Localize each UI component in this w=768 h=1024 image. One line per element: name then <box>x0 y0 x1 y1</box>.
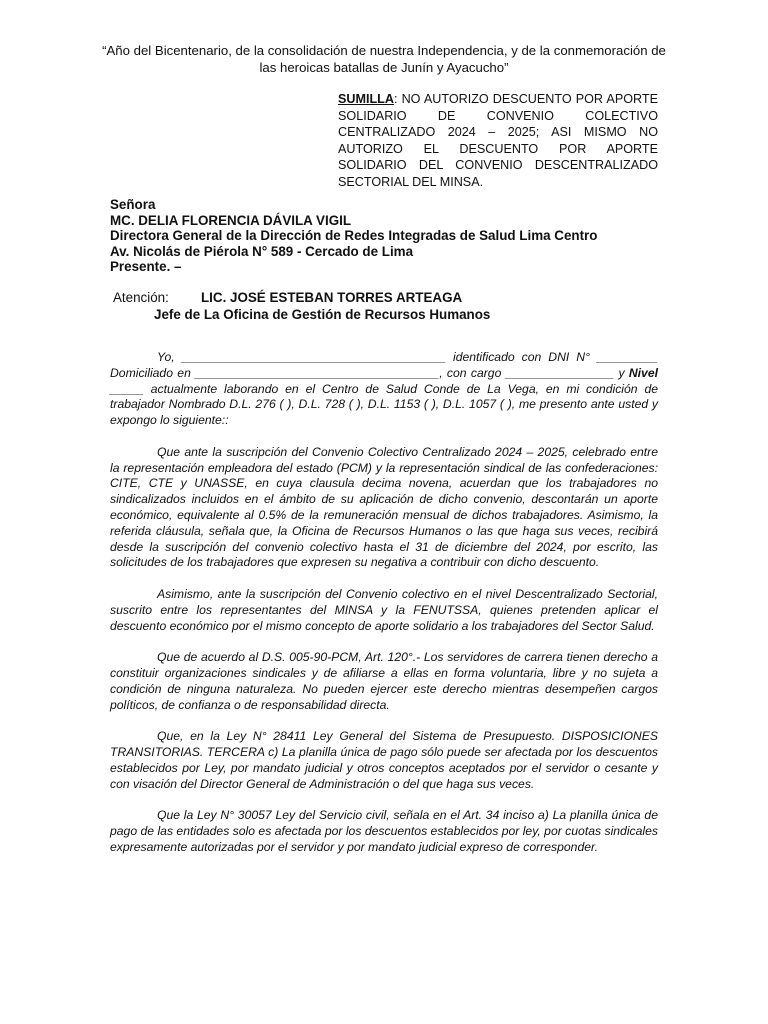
sumilla-block <box>338 91 658 190</box>
intro-paragraph <box>110 350 658 429</box>
paragraph-ds-005-90-pcm: Que de acuerdo al D.S. 005-90-PCM, Art. 120°.- Los servidores de carrera tienen derecho a constituir organizaciones sindicales y de afiliarse a ellas en forma voluntaria, libre y no sujeta a condición de ninguna naturaleza. No pueden ejercer este derecho mientras desempeñen cargos políticos, de confianza o de responsabilidad directa. <box>110 650 658 712</box>
addressee-position: Directora General de la Dirección de Redes Integradas de Salud Lima Centro <box>110 228 598 244</box>
sumilla-colon: : <box>393 92 398 106</box>
attention-name: LIC. JOSÉ ESTEBAN TORRES ARTEAGA <box>201 290 463 305</box>
letter-body <box>110 350 658 871</box>
paragraph-ley-30057: Que la Ley N° 30057 Ley del Servicio civil, señala en el Art. 34 inciso a) La planilla única de pago de las entidades solo es afectada por los descuentos establecidos por ley, por cuotas sindicales expresamente autorizadas por el servidor y por mandato judicial expreso de corresponder. <box>110 808 658 854</box>
addressee-name: MC. DELIA FLORENCIA DÁVILA VIGIL <box>110 212 352 228</box>
sumilla-text: NO AUTORIZO DESCUENTO POR APORTE SOLIDARIO DE CONVENIO COLECTIVO CENTRALIZADO 2024 – 2025; ASI MISMO NO AUTORIZO EL DESCUENTO POR APORTE SOLIDARIO DEL CONVENIO DESCENTRALIZADO SECTORIAL DEL MINSA. <box>338 92 658 189</box>
paragraph-convenio-descentralizado: Asimismo, ante la suscripción del Convenio colectivo en el nivel Descentralizado Sectorial, suscrito entre los representantes del MINSA y la FENUTSSA, quienes pretenden aplicar el descuento económico por el mismo concepto de aporte solidario a los trabajadores del Sector Salud. <box>110 586 658 633</box>
attention-row <box>113 289 673 306</box>
attention-label: Atención: <box>113 290 169 305</box>
addressee-address: Av. Nicolás de Piérola N° 589 - Cercado de Lima <box>110 243 414 259</box>
attention-block <box>113 289 673 323</box>
header-motto: “Año del Bicentenario, de la consolidación de nuestra Independencia, y de la conmemoración de las heroicas batallas de Junín y Ayacucho” <box>102 43 666 75</box>
intro-text-part1: Yo, _______________________________________ identificado con DNI N° _________ Domiciliado en ____________________________________, con cargo ________________ y <box>110 350 658 380</box>
intro-text-part2: _____ actualmente laborando en el Centro de Salud Conde de La Vega, en mi condición de trabajador Nombrado D.L. 276 ( ), D.L. 728 ( ), D.L. 1153 ( ), D.L. 1057 ( ), me presento ante usted y expongo lo siguiente:: <box>110 381 658 428</box>
paragraph-convenio-centralizado: Que ante la suscripción del Convenio Colectivo Centralizado 2024 – 2025, celebrado entre la representación empleadora del estado (PCM) y la representación sindical de las confederaciones: CITE, CTE y UNASSE, en cuya clausula decima novena, acuerdan que los trabajadores no sindicalizados incluidos en el ámbito de su aplicación de dicho convenio, descontarán un aporte económico, equivalente al 0.5% de la remuneración mensual de dichos trabajadores. Asimismo, la referida cláusula, señala que, la Oficina de Recursos Humanos o las que haga sus veces, recibirá desde la suscripción del convenio colectivo hasta el 31 de diciembre del 2024, por escrito, las solicitudes de los trabajadores que expresen su negativa a contribuir con dicho descuento. <box>110 444 658 570</box>
sumilla-label: SUMILLA <box>338 92 394 106</box>
intro-nivel: Nivel <box>628 365 658 380</box>
addressee-salutation: Señora <box>110 197 156 212</box>
attention-role: Jefe de La Oficina de Gestión de Recursos Humanos <box>154 307 491 322</box>
paragraph-ley-28411: Que, en la Ley N° 28411 Ley General del Sistema de Presupuesto. DISPOSICIONES TRANSITORIAS. TERCERA c) La planilla única de pago sólo puede ser afectada por los descuentos establecidos por Ley, por mandato judicial y otros conceptos aceptados por el servidor o cesante y con visación del Director General de Administración o del que haga sus veces. <box>110 729 658 791</box>
addressee-block <box>110 197 670 275</box>
addressee-presente: Presente. – <box>110 259 182 275</box>
